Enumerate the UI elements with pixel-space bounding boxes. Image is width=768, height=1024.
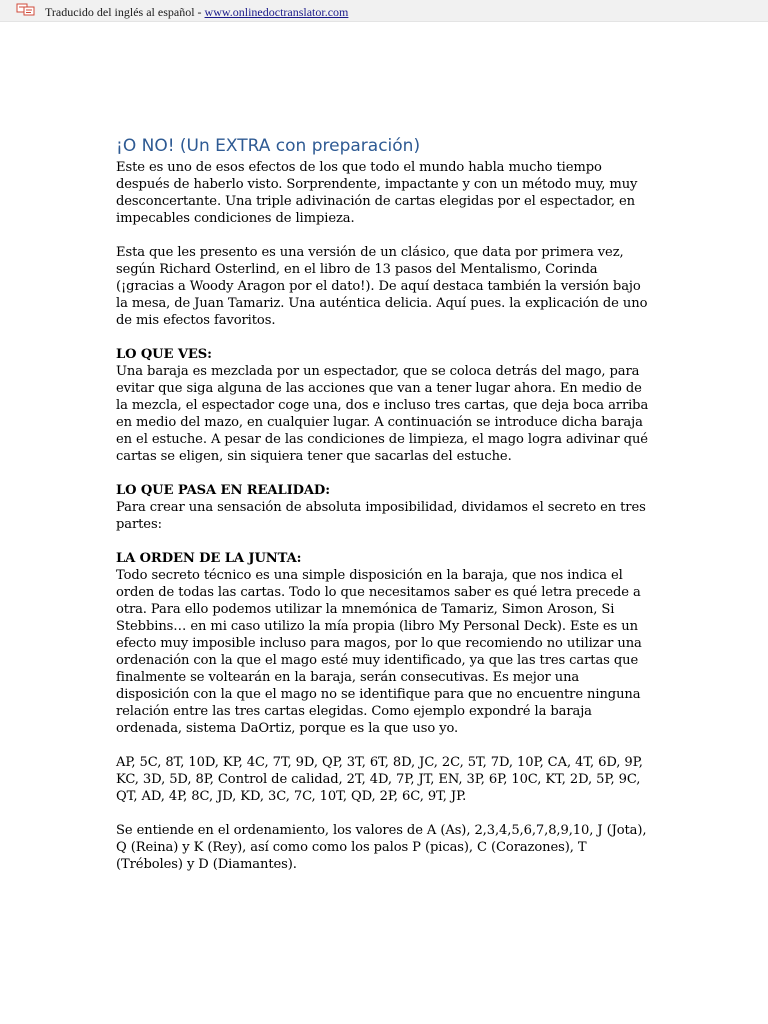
section-text: Una baraja es mezclada por un espectador, que se coloca detrás del mago, para evitar que siga alguna de las acciones que van a tener lugar ahora. En medio de la mezcla, el espectador coge una, dos e incluso tres cartas, que deja boca arriba en medio del mazo, en cualquier lugar. A continuación se introduce dicha baraja en el estuche. A pesar de las condiciones de limpieza, el mago logra adivinar qué cartas se eligen, sin siquiera tener que sacarlas del estuche. (116, 364, 649, 464)
section-deck-order (116, 550, 656, 737)
card-legend: Se entiende en el ordenamiento, los valores de A (As), 2,3,4,5,6,7,8,9,10, J (Jota), Q (Reina) y K (Rey), así como como los palos P (picas), C (Corazones), T (Tréboles) y D (Diamantes). (116, 823, 647, 872)
section-what-really-happens (116, 482, 656, 533)
section-text: Todo secreto técnico es una simple disposición en la baraja, que nos indica el orden de todas las cartas. Todo lo que necesitamos saber es qué letra precede a otra. Para ello podemos utilizar la mnemónica de Tamariz, Simon Aroson, Si Stebbins… en mi caso utilizo la mía propia (libro My Personal Deck). Este es un efecto muy imposible incluso para magos, por lo que recomiendo no utilizar una ordenación con la que el mago esté muy identificado, ya que las tres cartas que finalmente se voltearán en la baraja, serán consecutivas. Es mejor una disposición con la que el mago no se identifique para que no encuentre ninguna relación entre las tres cartas elegidas. Como ejemplo expondré la baraja ordenada, sistema DaOrtiz, porque es la que uso yo. (116, 568, 642, 736)
document-title: ¡O NO! (Un EXTRA con preparación) (116, 136, 421, 156)
section-heading: LO QUE VES: (116, 347, 212, 362)
translator-banner (0, 0, 768, 22)
translator-notice (45, 5, 348, 19)
document-body (116, 134, 656, 890)
section-text: Para crear una sensación de absoluta imposibilidad, dividamos el secreto en tres partes: (116, 500, 646, 532)
translate-icon (16, 2, 36, 16)
card-sequence: AP, 5C, 8T, 10D, KP, 4C, 7T, 9D, QP, 3T, 6T, 8D, JC, 2C, 5T, 7D, 10P, CA, 4T, 6D, 9P, KC, 3D, 5D, 8P, Control de calidad, 2T, 4D, 7P, JT, EN, 3P, 6P, 10C, KT, 2D, 5P, 9C, QT, AD, 4P, 8C, JD, KD, 3C, 7C, 10T, QD, 2P, 6C, 9T, JP. (116, 755, 643, 804)
intro-paragraph-1: Este es uno de esos efectos de los que todo el mundo habla mucho tiempo después de haberlo visto. Sorprendente, impactante y con un método muy, muy desconcertante. Una triple adivinación de cartas elegidas por el espectador, en impecables condiciones de limpieza. (116, 160, 638, 226)
section-heading: LA ORDEN DE LA JUNTA: (116, 551, 302, 566)
section-what-you-see (116, 346, 656, 465)
translator-link[interactable]: www.onlinedoctranslator.com (204, 5, 349, 19)
intro-paragraph-2: Esta que les presento es una versión de un clásico, que data por primera vez, según Richard Osterlind, en el libro de 13 pasos del Mentalismo, Corinda (¡gracias a Woody Aragon por el dato!). De aquí destaca también la versión bajo la mesa, de Juan Tamariz. Una auténtica delicia. Aquí pues. la explicación de uno de mis efectos favoritos. (116, 245, 648, 328)
translator-notice-text: Traducido del inglés al español - (45, 5, 205, 19)
section-heading: LO QUE PASA EN REALIDAD: (116, 483, 330, 498)
